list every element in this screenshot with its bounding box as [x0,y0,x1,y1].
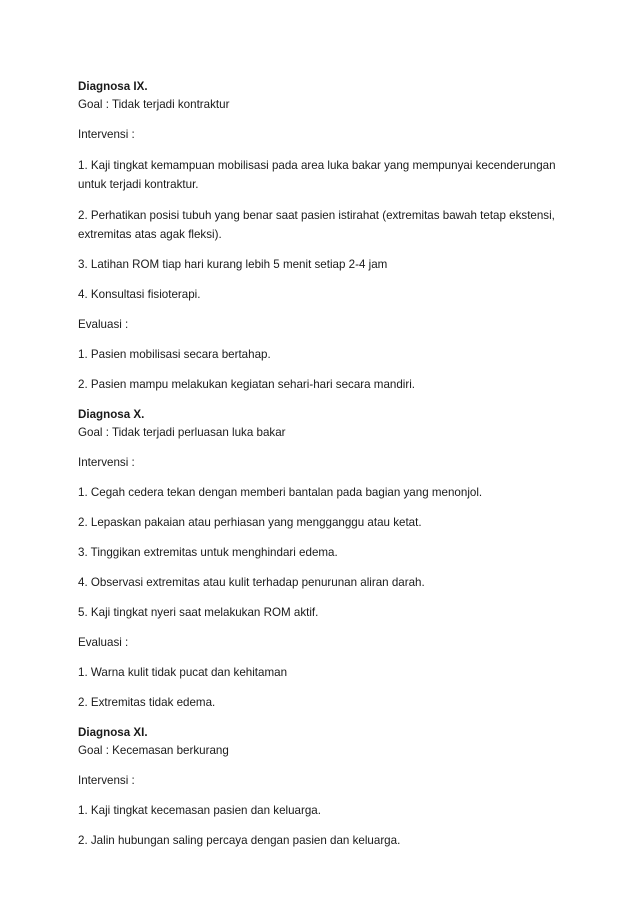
diagnosis-ix-intervensi-item: 2. Perhatikan posisi tubuh yang benar saat pasien istirahat (extremitas bawah tetap ekstensi, extremitas atas agak fleksi). [78,209,555,241]
diagnosis-x-intervensi-item: 3. Tinggikan extremitas untuk menghindari edema. [78,546,338,559]
diagnosis-x-intervensi-label: Intervensi : [78,456,135,469]
diagnosis-ix-intervensi-item: 1. Kaji tingkat kemampuan mobilisasi pada area luka bakar yang mempunyai kecenderungan untuk terjadi kontraktur. [78,159,556,191]
diagnosis-x-heading: Diagnosa X. [78,408,145,421]
diagnosis-ix-heading: Diagnosa IX. [78,80,148,93]
diagnosis-xi-intervensi-label: Intervensi : [78,774,135,787]
diagnosis-x-intervensi-item: 4. Observasi extremitas atau kulit terhadap penurunan aliran darah. [78,576,425,589]
diagnosis-x-evaluasi-label: Evaluasi : [78,636,129,649]
diagnosis-xi-intervensi-item: 2. Jalin hubungan saling percaya dengan pasien dan keluarga. [78,834,401,847]
diagnosis-x-evaluasi-item: 2. Extremitas tidak edema. [78,696,216,709]
diagnosis-ix-goal: Goal : Tidak terjadi kontraktur [78,98,230,111]
diagnosis-x-evaluasi-item: 1. Warna kulit tidak pucat dan kehitaman [78,666,288,679]
diagnosis-ix-evaluasi-label: Evaluasi : [78,318,129,331]
diagnosis-xi-intervensi-item: 1. Kaji tingkat kecemasan pasien dan keluarga. [78,804,321,817]
diagnosis-x-intervensi-item: 1. Cegah cedera tekan dengan memberi bantalan pada bagian yang menonjol. [78,486,483,499]
diagnosis-ix-evaluasi-item: 1. Pasien mobilisasi secara bertahap. [78,348,271,361]
diagnosis-xi-goal: Goal : Kecemasan berkurang [78,744,229,757]
diagnosis-x-goal: Goal : Tidak terjadi perluasan luka bakar [78,426,286,439]
diagnosis-x-intervensi-item: 2. Lepaskan pakaian atau perhiasan yang mengganggu atau ketat. [78,516,422,529]
diagnosis-ix-intervensi-item: 4. Konsultasi fisioterapi. [78,288,201,301]
diagnosis-xi-heading: Diagnosa XI. [78,726,148,739]
diagnosis-ix-intervensi-item: 3. Latihan ROM tiap hari kurang lebih 5 menit setiap 2-4 jam [78,258,388,271]
diagnosis-x-intervensi-item: 5. Kaji tingkat nyeri saat melakukan ROM aktif. [78,606,319,619]
diagnosis-ix-evaluasi-item: 2. Pasien mampu melakukan kegiatan sehari-hari secara mandiri. [78,378,416,391]
diagnosis-ix-intervensi-label: Intervensi : [78,128,135,141]
